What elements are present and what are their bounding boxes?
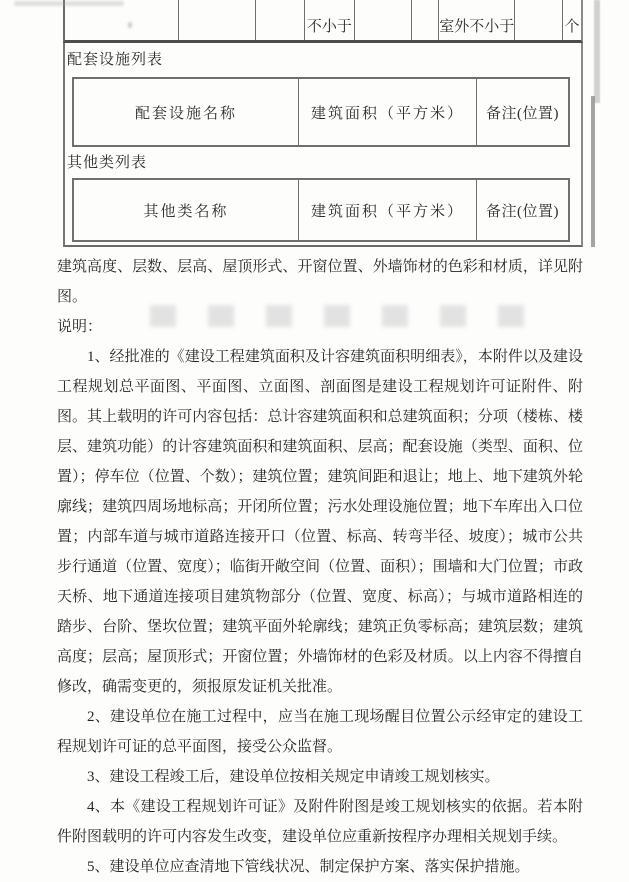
table-cell bbox=[515, 0, 563, 40]
note-paragraph-5: 5、建设单位应查清地下管线状况、制定保护方案、落实保护措施。 bbox=[87, 859, 530, 875]
column-header-other-name: 其他类名称 bbox=[74, 180, 299, 240]
body-text bbox=[57, 252, 583, 882]
intro-paragraph: 建筑高度、层数、层高、屋顶形式、开窗位置、外墙饰材的色彩和材质，详见附图。 bbox=[57, 259, 583, 305]
supporting-facilities-table bbox=[72, 77, 570, 147]
column-header-floor-area: 建筑面积（平方米） bbox=[299, 180, 477, 240]
note-paragraph-4: 4、本《建设工程规划许可证》及附件附图是竣工规划核实的依据。若本附件附图载明的许可内容发生改变，建设单位应重新按程序办理相关规划手续。 bbox=[57, 799, 583, 845]
column-header-remarks: 备注(位置) bbox=[486, 203, 559, 220]
table-cell-not-less-than: 不小于 bbox=[305, 0, 355, 40]
top-table-partial-row bbox=[63, 0, 583, 43]
table-cell-outdoor-not-less-than: 室外不小于 bbox=[439, 0, 515, 40]
section-label-supporting-facilities: 配套设施列表 bbox=[67, 52, 164, 68]
column-header-facility-name: 配套设施名称 bbox=[74, 79, 299, 145]
scan-streak-artifact bbox=[594, 0, 600, 103]
table-cell bbox=[355, 0, 413, 40]
section-label-other-categories: 其他类列表 bbox=[67, 155, 148, 171]
column-header-floor-area: 建筑面积（平方米） bbox=[299, 79, 477, 145]
scan-streak-artifact bbox=[591, 96, 595, 247]
table-cell-unit: 个 bbox=[564, 19, 580, 35]
notes-heading: 说明： bbox=[57, 319, 103, 335]
table-cell bbox=[256, 0, 306, 40]
note-paragraph-3: 3、建设工程竣工后，建设单位按相关规定申请竣工规划核实。 bbox=[87, 769, 500, 785]
note-paragraph-2: 2、建设单位在施工过程中，应当在施工现场醒目位置公示经审定的建设工程规划许可证的总平面图，接受公众监督。 bbox=[57, 709, 583, 755]
table-cell bbox=[412, 0, 439, 40]
table-cell bbox=[179, 0, 255, 40]
column-header-remarks: 备注(位置) bbox=[486, 105, 559, 122]
other-categories-table bbox=[72, 178, 570, 242]
note-paragraph-1: 1、经批准的《建设工程建筑面积及计容建筑面积明细表》，本附件以及建设工程规划总平面图、平面图、立面图、剖面图是建设工程规划许可证附件、附图。其上载明的许可内容包括：总计容建筑面积和总建筑面积；分项（楼栋、楼层、建筑功能）的计容建筑面积和建筑面积、层高；配套设施（类型、面积、位置）；停车位（位置、个数）；建筑位置；建筑间距和退让；地上、地下建筑外轮廓线；建筑四周场地标高；开闭所位置；污水处理设施位置；地下车库出入口位置；内部车道与城市道路连接开口（位置、标高、转弯半径、坡度）；城市公共步行通道（位置、宽度）；临街开敞空间（位置、面积）；围墙和大门位置；市政天桥、地下通道连接项目建筑物部分（位置、宽度、标高）；与城市道路相连的踏步、台阶、堡坎位置；建筑平面外轮廓线；建筑正负零标高；建筑层数；建筑高度；层高；屋顶形式；开窗位置；外墙饰材的色彩及材质。以上内容不得擅自修改，确需变更的，须报原发证机关批准。 bbox=[57, 349, 583, 695]
table-cell bbox=[65, 0, 179, 40]
